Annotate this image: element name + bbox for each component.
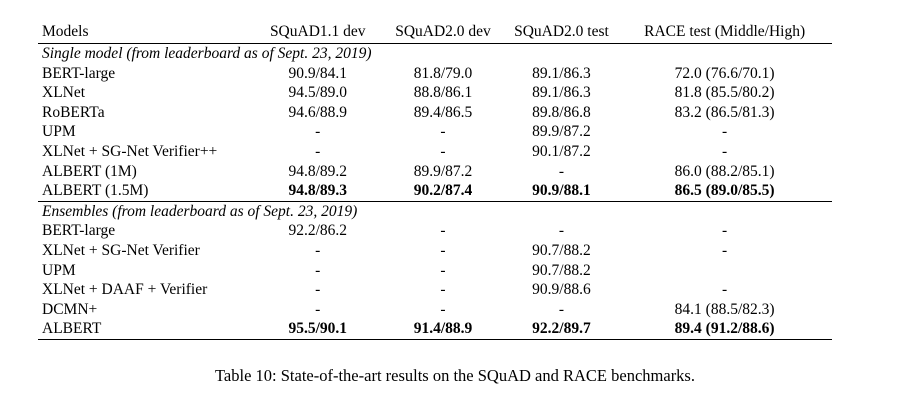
cell-race-test: - — [722, 281, 728, 299]
cell-squad20-dev: 89.4/86.5 — [413, 103, 473, 121]
model-name: ALBERT (1M) — [42, 162, 137, 180]
table-row — [38, 162, 832, 182]
cell-squad20-test: 90.9/88.6 — [532, 281, 591, 299]
cell-squad20-test: 89.9/87.2 — [532, 123, 591, 141]
cell-squad11-dev: 94.6/88.9 — [288, 103, 348, 121]
cell-race-test: - — [722, 123, 728, 141]
header-squad20-test: SQuAD2.0 test — [514, 23, 609, 41]
model-name: XLNet + SG-Net Verifier — [42, 241, 200, 259]
cell-squad20-dev: - — [440, 281, 446, 299]
table-row — [38, 83, 832, 103]
model-name: UPM — [42, 123, 76, 141]
cell-squad11-dev: 94.5/89.0 — [288, 84, 348, 102]
table-row — [38, 241, 832, 261]
cell-race-test — [617, 261, 832, 281]
table-row — [38, 103, 832, 123]
section-title-row — [38, 201, 832, 221]
table-caption: Table 10: State-of-the-art results on the SQuAD and RACE benchmarks. — [215, 366, 695, 385]
cell-race-test: 89.4 (91.2/88.6) — [617, 319, 832, 339]
cell-squad20-test: - — [558, 222, 565, 240]
cell-squad20-dev: - — [440, 142, 446, 160]
cell-squad20-dev: 89.9/87.2 — [413, 162, 473, 180]
table-row — [38, 142, 832, 162]
model-name: DCMN+ — [42, 300, 98, 318]
cell-race-test: 83.2 (86.5/81.3) — [674, 103, 775, 121]
model-name: BERT-large — [42, 222, 116, 240]
cell-squad11-dev: - — [315, 123, 321, 141]
model-name: XLNet + DAAF + Verifier — [42, 281, 208, 299]
cell-squad11-dev: - — [315, 261, 321, 279]
header-squad20-dev: SQuAD2.0 dev — [395, 23, 491, 41]
table-row-best-single — [38, 181, 832, 201]
cell-squad20-dev: - — [440, 261, 446, 279]
cell-race-test: - — [722, 241, 728, 259]
cell-squad11-dev: - — [315, 142, 321, 160]
table-row — [38, 221, 832, 241]
cell-race-test: 72.0 (76.6/70.1) — [674, 64, 775, 82]
cell-squad20-test: 89.8/86.8 — [532, 103, 591, 121]
cell-squad11-dev: - — [315, 241, 321, 259]
cell-squad11-dev: - — [315, 281, 321, 299]
section-title-row — [38, 44, 832, 64]
table-row — [38, 300, 832, 320]
cell-squad20-test: - — [558, 300, 565, 318]
cell-squad11-dev: 92.2/86.2 — [288, 222, 348, 240]
cell-squad20-test: 90.7/88.2 — [532, 261, 591, 279]
header-models: Models — [42, 23, 89, 41]
table-row — [38, 122, 832, 142]
cell-squad20-test: 89.1/86.3 — [532, 64, 591, 82]
table-row — [38, 64, 832, 84]
cell-race-test: 86.0 (88.2/85.1) — [674, 162, 775, 180]
cell-squad11-dev: 94.8/89.2 — [288, 162, 348, 180]
model-name: XLNet + SG-Net Verifier++ — [42, 142, 218, 160]
model-name: BERT-large — [42, 64, 116, 82]
cell-squad20-test: 89.1/86.3 — [532, 84, 591, 102]
cell-squad11-dev: 95.5/90.1 — [255, 319, 380, 339]
cell-squad20-test: - — [558, 162, 565, 180]
cell-squad11-dev: 94.8/89.3 — [255, 181, 380, 201]
cell-race-test: - — [722, 222, 728, 240]
table-header-row — [38, 21, 832, 44]
cell-squad20-dev: - — [440, 241, 446, 259]
cell-squad20-dev: 81.8/79.0 — [413, 64, 473, 82]
cell-squad20-dev: 90.2/87.4 — [380, 181, 505, 201]
model-name: ALBERT (1.5M) — [38, 181, 255, 201]
cell-squad11-dev: - — [315, 300, 321, 318]
results-table — [38, 21, 832, 340]
cell-squad20-dev: - — [440, 300, 446, 318]
model-name: XLNet — [42, 84, 86, 102]
cell-squad20-test: 90.9/88.1 — [506, 181, 618, 201]
header-race-test: RACE test (Middle/High) — [644, 23, 806, 41]
cell-race-test: 84.1 (88.5/82.3) — [674, 300, 775, 318]
header-squad11-dev: SQuAD1.1 dev — [269, 23, 366, 41]
cell-squad20-test: 90.1/87.2 — [532, 142, 591, 160]
cell-squad20-dev: - — [440, 222, 446, 240]
table-row — [38, 280, 832, 300]
cell-squad20-dev: 91.4/88.9 — [380, 319, 505, 339]
cell-squad20-dev: - — [440, 123, 446, 141]
cell-race-test: - — [722, 142, 728, 160]
cell-squad20-test: 90.7/88.2 — [532, 241, 591, 259]
cell-squad20-test: 92.2/89.7 — [506, 319, 618, 339]
table-row — [38, 261, 832, 281]
table-row-best-ensemble — [38, 319, 832, 339]
cell-race-test: 81.8 (85.5/80.2) — [674, 84, 775, 102]
cell-squad11-dev: 90.9/84.1 — [288, 64, 348, 82]
cell-race-test: 86.5 (89.0/85.5) — [617, 181, 832, 201]
model-name: RoBERTa — [42, 103, 105, 121]
model-name: ALBERT — [38, 319, 255, 339]
cell-squad20-dev: 88.8/86.1 — [413, 84, 473, 102]
section-title-single: Single model (from leaderboard as of Sept. 23, 2019) — [38, 44, 832, 64]
model-name: UPM — [42, 261, 76, 279]
section-title-ensembles: Ensembles (from leaderboard as of Sept. 23, 2019) — [42, 202, 358, 220]
